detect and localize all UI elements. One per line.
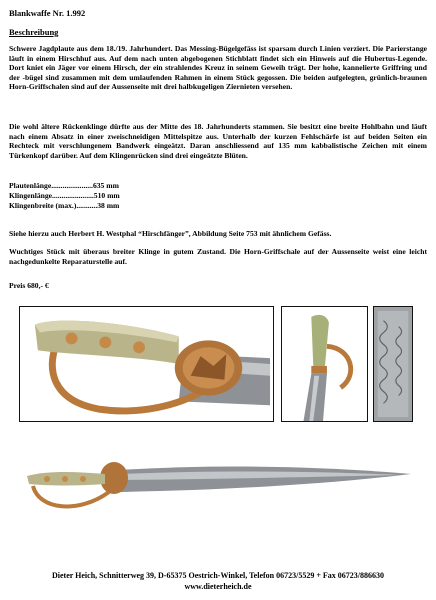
spec-blade-length: Klingenlänge......................510 mm <box>9 190 120 200</box>
item-number-title: Blankwaffe Nr. 1.992 <box>9 8 86 18</box>
description-paragraph-blade: Die wohl ältere Rückenklinge dürfte aus der Mitte des 18. Jahrhunderts stammen. Sie besitzt eine breite Hohlbahn und läuft nach einem Absatz in einer zweischneidigen Mittelspitze aus. Unterhalb der kurzen Fehlschärfe ist auf beiden Seiten ein Rechteck mit verschlungenem Bandwerk eingeätzt. Daran anschliessend auf 135 mm kabbalistische Zeichen mit einem Türkenkopf darüber. Auf dem Klingenrücken sind drei eingeätzte Blüten. <box>9 122 427 160</box>
footer-website-link[interactable]: www.dieterheich.de <box>184 582 252 591</box>
hilt-side-photo <box>281 306 368 422</box>
full-sword-photo <box>19 430 414 525</box>
spec-blade-width: Klingenbreite (max.)...........38 mm <box>9 200 120 210</box>
blade-etching-photo <box>373 306 413 422</box>
condition-paragraph: Wuchtiges Stück mit überaus breiter Klinge in gutem Zustand. Die Horn-Griffschale auf der Aussenseite weist eine leicht nachgedunkelte Reparaturstelle auf. <box>9 247 427 266</box>
price: Preis 680,- € <box>9 281 49 290</box>
hilt-detail-photo <box>19 306 274 422</box>
spec-overall-length: Plautenlänge......................635 mm <box>9 181 119 190</box>
footer-address: Dieter Heich, Schnitterweg 39, D-65375 Oestrich-Winkel, Telefon 06723/5529 + Fax 06723/886630 <box>51 571 384 580</box>
measurements-list <box>9 181 120 210</box>
description-paragraph-hilt: Schwere Jagdplaute aus dem 18./19. Jahrhundert. Das Messing-Bügelgefäss ist sparsam durch Linien verziert. Die Parierstange läuft in einem Hirschhuf aus. Auf dem nach unten abgebogenen Stichblatt findet sich ein Hinweis auf die Hubertus-Legende. Dort kniet ein Jäger vor einem Hirsch, der ein strahlendes Kreuz in seinem Geweih trägt. Der hohe, kannelierte Griffring und der -bügel sind zusammen mit dem umlaufenden Rahmen in einem Stück gegossen. Die beiden aufgelegten, grünlich-braunen Horn-Griffschalen sind auf der Aussenseite mit drei halbkugeligen Ziernieten versehen. <box>9 44 427 92</box>
reference-paragraph: Siehe hierzu auch Herbert H. Westphal “Hirschfänger”, Abbildung Seite 753 mit ähnlichem Gefäss. <box>9 229 332 238</box>
description-heading: Beschreibung <box>9 27 59 37</box>
